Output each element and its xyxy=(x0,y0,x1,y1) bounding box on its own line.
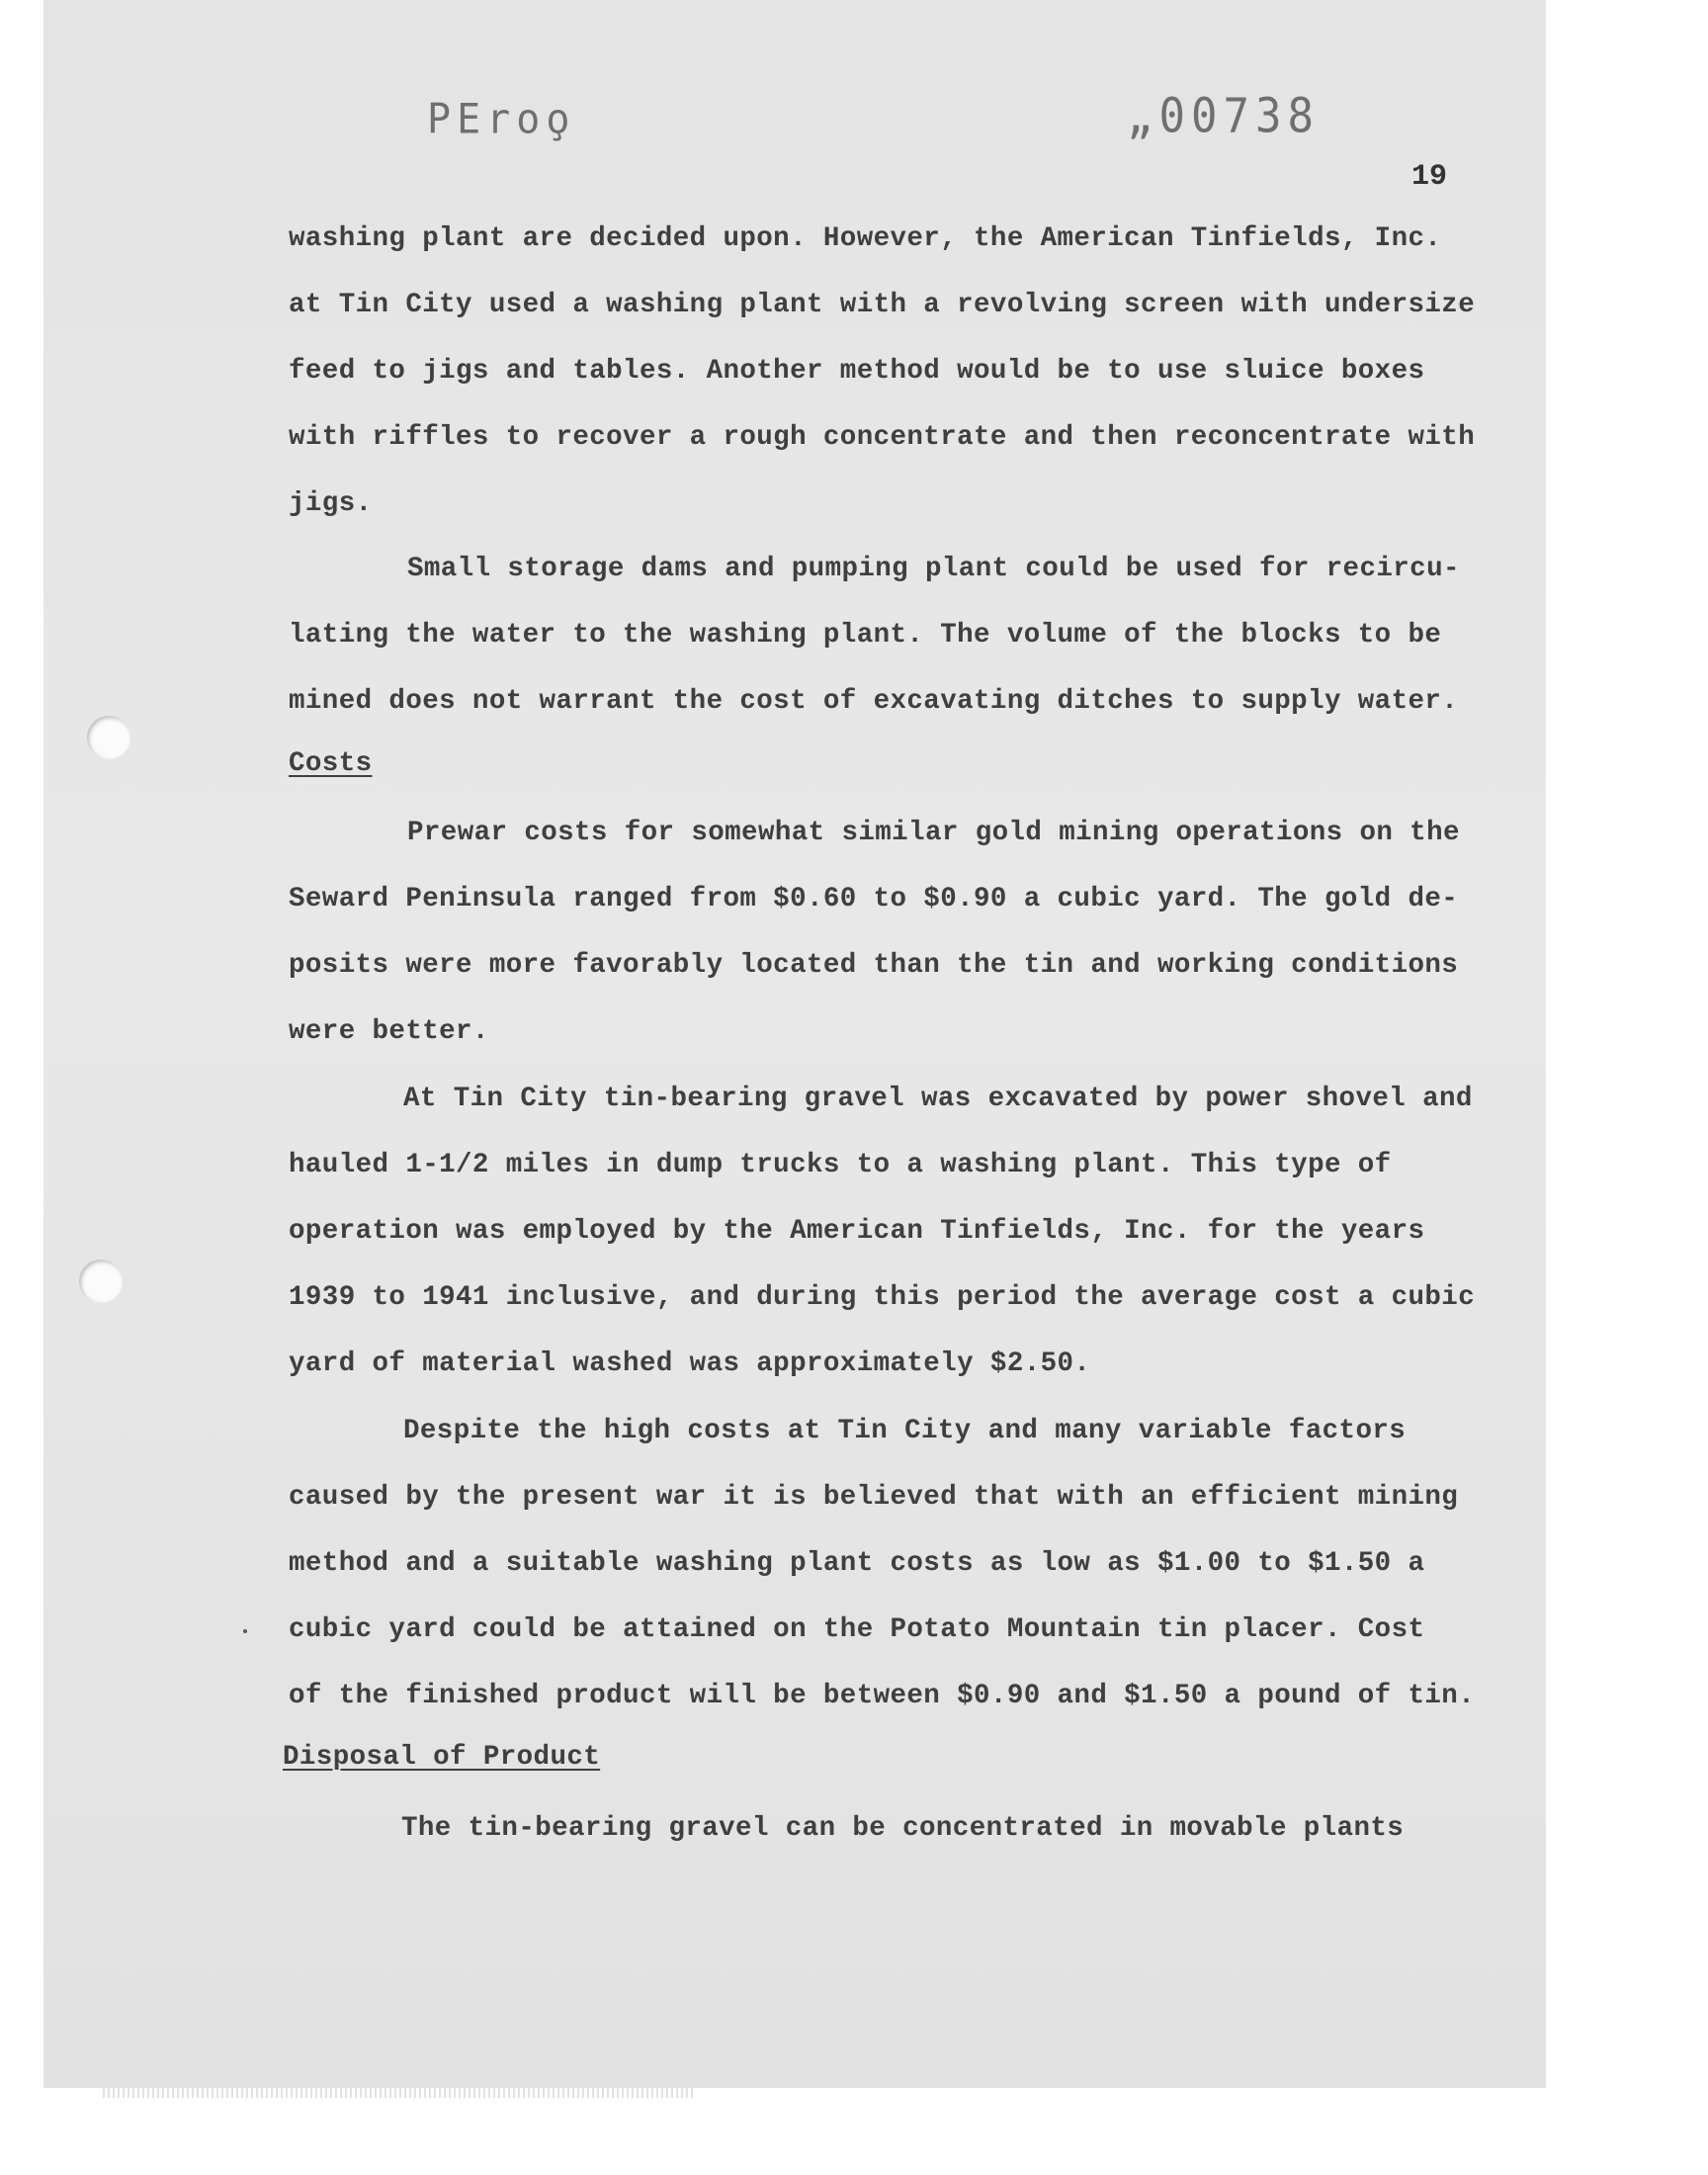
page-edge-shadow xyxy=(103,2088,696,2098)
page-number: 19 xyxy=(1411,160,1448,194)
paragraph-3-line-3: posits were more favorably located than the tin and working conditions xyxy=(289,950,1459,981)
paragraph-5-line-1: Despite the high costs at Tin City and many variable factors xyxy=(403,1416,1407,1446)
paragraph-3-line-1: Prewar costs for somewhat similar gold mining operations on the xyxy=(407,818,1460,848)
paragraph-1-line-3: feed to jigs and tables. Another method would be to use sluice boxes xyxy=(289,356,1425,387)
paragraph-4-line-3: operation was employed by the American Tinfields, Inc. for the years xyxy=(289,1216,1425,1247)
paragraph-5-line-5: of the finished product will be between $0.90 and $1.50 a pound of tin. xyxy=(289,1681,1476,1711)
paragraph-1-line-4: with riffles to recover a rough concentrate and then reconcentrate with xyxy=(289,422,1476,453)
paragraph-4-line-1: At Tin City tin-bearing gravel was excavated by power shovel and xyxy=(403,1084,1473,1114)
paragraph-2-line-2: lating the water to the washing plant. The volume of the blocks to be xyxy=(289,620,1442,651)
paragraph-5-line-3: method and a suitable washing plant costs as low as $1.00 to $1.50 a xyxy=(289,1548,1425,1579)
stamp-right: „00738 xyxy=(1127,88,1320,144)
paragraph-3-line-2: Seward Peninsula ranged from $0.60 to $0.90 a cubic yard. The gold de- xyxy=(289,884,1459,914)
paragraph-5-line-2: caused by the present war it is believed that with an efficient mining xyxy=(289,1482,1459,1513)
paragraph-4-line-4: 1939 to 1941 inclusive, and during this period the average cost a cubic xyxy=(289,1282,1476,1313)
paragraph-1-line-1: washing plant are decided upon. However, the American Tinfields, Inc. xyxy=(289,223,1442,254)
stamp-left: PEroo̧ xyxy=(427,95,576,144)
paragraph-4-line-5: yard of material washed was approximately $2.50. xyxy=(289,1348,1091,1379)
paragraph-5-line-4: cubic yard could be attained on the Potato Mountain tin placer. Cost xyxy=(289,1614,1425,1645)
punch-hole-upper xyxy=(87,716,130,759)
punch-hole-lower xyxy=(79,1260,123,1303)
paragraph-2-line-1: Small storage dams and pumping plant could be used for recircu- xyxy=(407,554,1460,584)
section-heading-disposal-of-product: Disposal of Product xyxy=(283,1742,601,1773)
section-heading-costs: Costs xyxy=(289,748,373,779)
paragraph-6-line-1: The tin-bearing gravel can be concentrated in movable plants xyxy=(401,1813,1405,1844)
stray-mark xyxy=(243,1629,247,1633)
paragraph-1-line-5: jigs. xyxy=(289,488,373,519)
paragraph-4-line-2: hauled 1-1/2 miles in dump trucks to a washing plant. This type of xyxy=(289,1150,1392,1180)
paragraph-3-line-4: were better. xyxy=(289,1016,489,1047)
paragraph-2-line-3: mined does not warrant the cost of excavating ditches to supply water. xyxy=(289,686,1459,717)
paragraph-1-line-2: at Tin City used a washing plant with a revolving screen with undersize xyxy=(289,290,1476,320)
